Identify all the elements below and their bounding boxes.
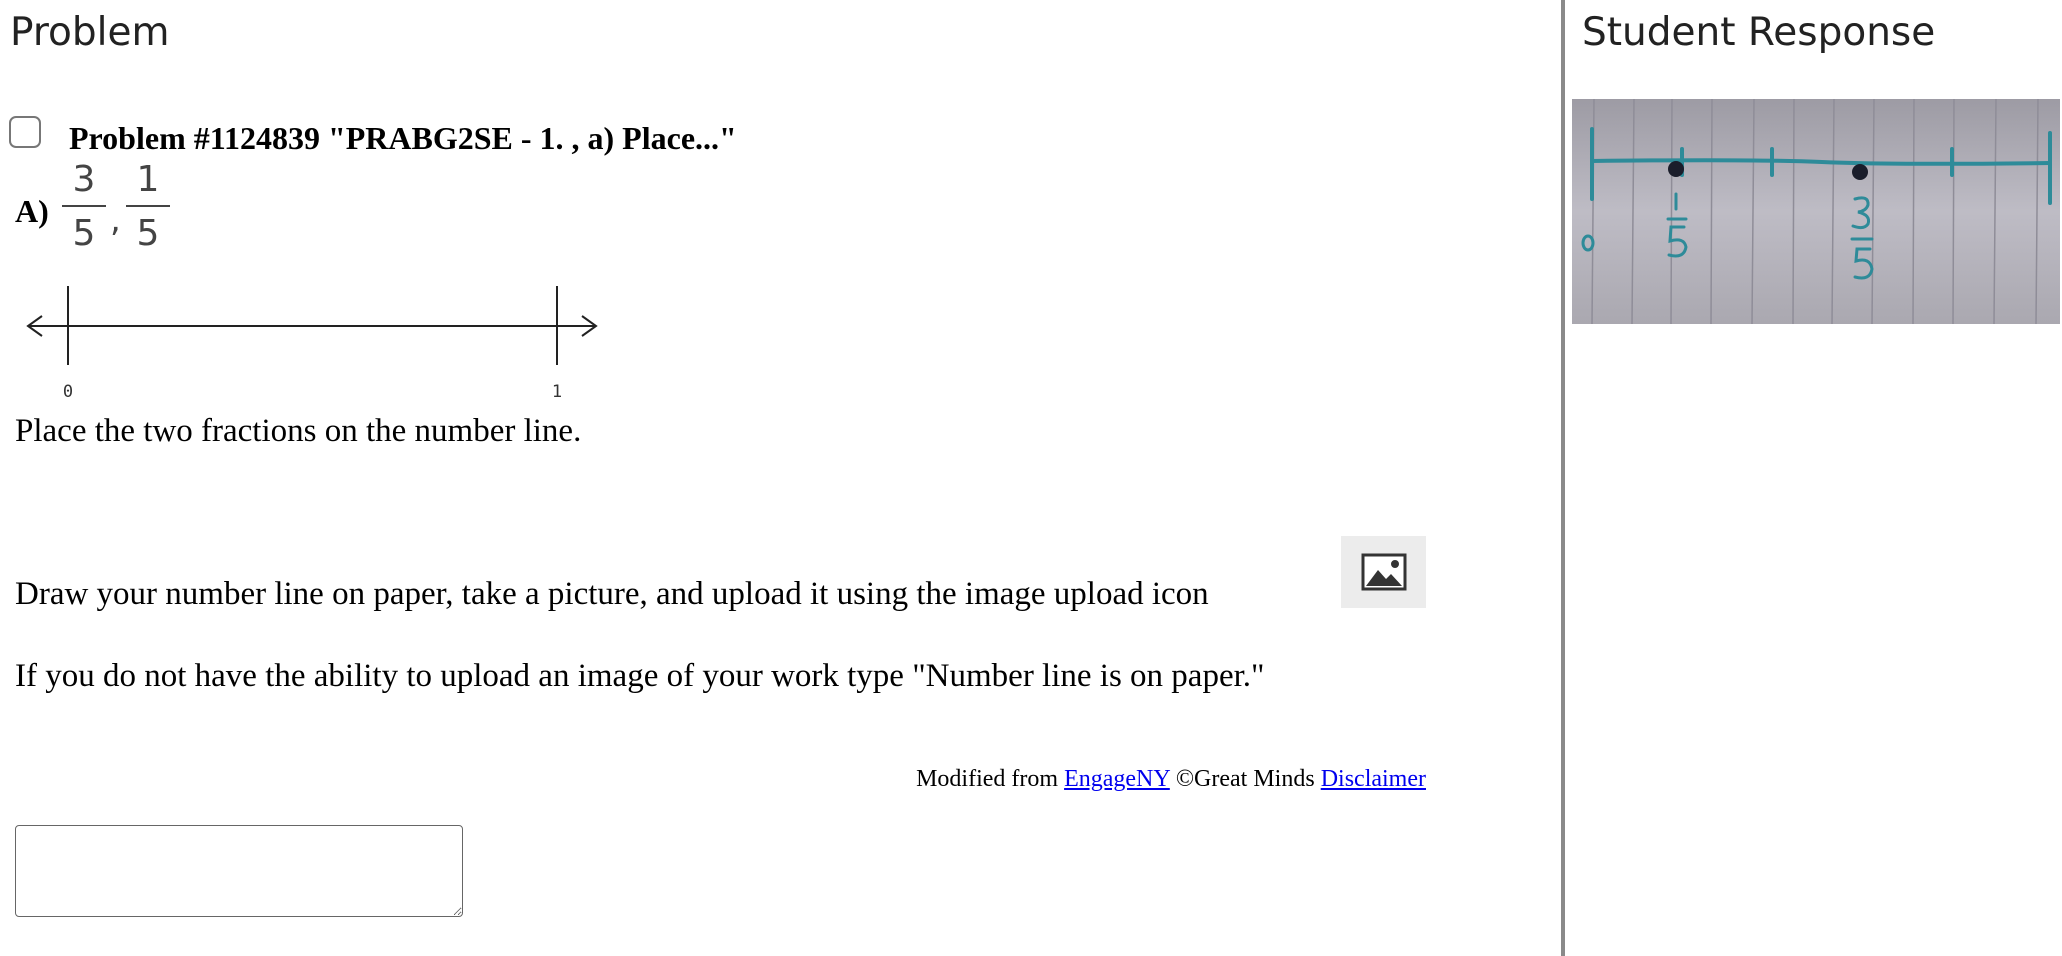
instruction-text: Place the two fractions on the number line. (15, 413, 582, 449)
problem-heading: Problem (10, 10, 170, 55)
attribution-owner: ©Great Minds (1175, 766, 1315, 792)
answer-input[interactable] (15, 825, 463, 917)
fraction-bar (126, 205, 170, 207)
response-heading: Student Response (1582, 10, 1936, 55)
fraction-one-fifth (126, 158, 170, 256)
option-label: A) (15, 193, 49, 229)
fraction-numerator: 1 (136, 159, 160, 200)
tick-label-zero: 0 (62, 382, 74, 402)
fraction-three-fifths (62, 158, 106, 256)
fraction-denominator: 5 (136, 213, 160, 254)
response-panel (1565, 0, 2062, 956)
upload-instruction-text: Draw your number line on paper, take a picture, and upload it using the image upload icon (15, 576, 1209, 612)
point-three-fifths (1852, 164, 1868, 180)
attribution (916, 766, 1426, 793)
fraction-separator: , (110, 200, 121, 240)
point-one-fifth (1668, 161, 1684, 177)
tick-label-one: 1 (551, 382, 563, 402)
image-glyph (1361, 553, 1407, 591)
student-work-photo (1572, 99, 2060, 324)
disclaimer-link[interactable]: Disclaimer (1320, 766, 1426, 792)
fraction-bar (62, 205, 106, 207)
problem-select-checkbox[interactable] (9, 116, 41, 148)
problem-title: Problem #1124839 "PRABG2SE - 1. , a) Place..." (69, 120, 737, 156)
image-icon (1341, 536, 1426, 608)
fallback-instruction-text: If you do not have the ability to upload an image of your work type "Number line is on paper." (15, 658, 1265, 694)
fraction-numerator: 3 (72, 159, 96, 200)
attribution-prefix: Modified from (916, 766, 1059, 792)
fraction-denominator: 5 (72, 213, 96, 254)
student-photo-drawing (1572, 99, 2060, 324)
number-line-figure (22, 280, 602, 410)
engageny-link[interactable]: EngageNY (1064, 766, 1170, 792)
